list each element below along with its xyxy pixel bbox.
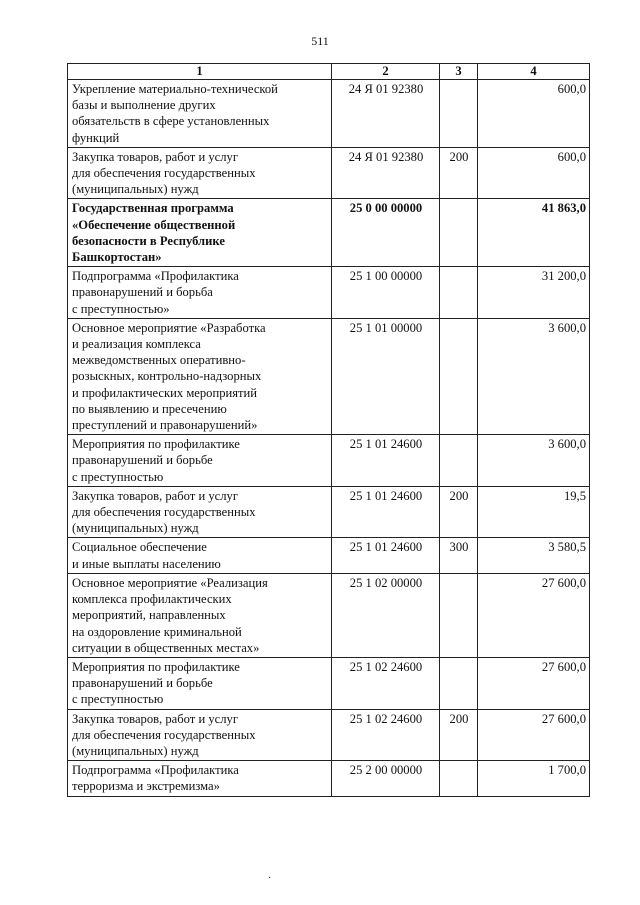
row-name-cell: Подпрограмма «Профилактика правонарушений и борьба с преступностью» — [68, 267, 332, 319]
row-type-cell — [440, 318, 478, 434]
row-name-cell: Мероприятия по профилактике правонарушений и борьбе с преступностью — [68, 435, 332, 487]
row-amount-cell: 31 200,0 — [478, 267, 590, 319]
table-row — [68, 80, 590, 148]
row-name-cell: Государственная программа «Обеспечение общественной безопасности в Республике Башкортостан» — [68, 199, 332, 267]
row-type-cell — [440, 657, 478, 709]
row-code-cell: 25 0 00 00000 — [332, 199, 440, 267]
table-row — [68, 573, 590, 657]
row-name-cell: Укрепление материально-технической базы и выполнение других обязательств в сфере установленных функций — [68, 80, 332, 148]
row-amount-cell: 3 600,0 — [478, 318, 590, 434]
row-type-cell — [440, 435, 478, 487]
table-row — [68, 147, 590, 199]
row-type-cell — [440, 573, 478, 657]
row-name-cell: Мероприятия по профилактике правонарушений и борьбе с преступностью — [68, 657, 332, 709]
row-type-cell — [440, 199, 478, 267]
table-row — [68, 267, 590, 319]
row-type-cell: 200 — [440, 147, 478, 199]
row-code-cell: 25 1 01 24600 — [332, 486, 440, 538]
row-name-cell: Социальное обеспечение и иные выплаты населению — [68, 538, 332, 573]
row-type-cell — [440, 267, 478, 319]
table-row — [68, 761, 590, 796]
row-name-cell: Подпрограмма «Профилактика терроризма и экстремизма» — [68, 761, 332, 796]
row-amount-cell: 41 863,0 — [478, 199, 590, 267]
row-amount-cell: 27 600,0 — [478, 657, 590, 709]
row-code-cell: 25 1 02 24600 — [332, 657, 440, 709]
table-row — [68, 538, 590, 573]
row-name-cell: Закупка товаров, работ и услуг для обеспечения государственных (муниципальных) нужд — [68, 486, 332, 538]
page-number: 511 — [311, 34, 329, 48]
row-amount-cell: 3 600,0 — [478, 435, 590, 487]
row-name-cell: Закупка товаров, работ и услуг для обеспечения государственных (муниципальных) нужд — [68, 709, 332, 761]
row-code-cell: 25 2 00 00000 — [332, 761, 440, 796]
table-header-row — [68, 64, 590, 80]
header-cell-3: 3 — [440, 64, 478, 80]
table-row — [68, 435, 590, 487]
row-amount-cell: 27 600,0 — [478, 709, 590, 761]
table-row — [68, 318, 590, 434]
header-cell-2: 2 — [332, 64, 440, 80]
row-type-cell — [440, 761, 478, 796]
row-name-cell: Закупка товаров, работ и услуг для обеспечения государственных (муниципальных) нужд — [68, 147, 332, 199]
row-name-cell: Основное мероприятие «Разработка и реализация комплекса межведомственных оперативно- розыскных, контрольно-надзорных и профилактических мероприятий по выявлению и пресечению преступлений и правонарушений» — [68, 318, 332, 434]
row-amount-cell: 3 580,5 — [478, 538, 590, 573]
row-amount-cell: 19,5 — [478, 486, 590, 538]
row-code-cell: 25 1 01 24600 — [332, 538, 440, 573]
row-type-cell: 200 — [440, 486, 478, 538]
row-amount-cell: 1 700,0 — [478, 761, 590, 796]
row-code-cell: 25 1 02 24600 — [332, 709, 440, 761]
row-name-cell: Основное мероприятие «Реализация комплекса профилактических мероприятий, направленных на оздоровление криминальной ситуации в общественных местах» — [68, 573, 332, 657]
row-type-cell: 300 — [440, 538, 478, 573]
row-code-cell: 25 1 01 00000 — [332, 318, 440, 434]
row-code-cell: 24 Я 01 92380 — [332, 80, 440, 148]
table-row — [68, 199, 590, 267]
table-row — [68, 709, 590, 761]
header-cell-4: 4 — [478, 64, 590, 80]
table-row — [68, 657, 590, 709]
row-code-cell: 25 1 00 00000 — [332, 267, 440, 319]
table-body — [68, 80, 590, 797]
footer-mark: · — [268, 873, 272, 884]
row-type-cell — [440, 80, 478, 148]
row-code-cell: 25 1 01 24600 — [332, 435, 440, 487]
budget-table — [67, 63, 590, 797]
row-code-cell: 25 1 02 00000 — [332, 573, 440, 657]
header-cell-1: 1 — [68, 64, 332, 80]
row-amount-cell: 27 600,0 — [478, 573, 590, 657]
row-code-cell: 24 Я 01 92380 — [332, 147, 440, 199]
table-row — [68, 486, 590, 538]
row-type-cell: 200 — [440, 709, 478, 761]
row-amount-cell: 600,0 — [478, 147, 590, 199]
row-amount-cell: 600,0 — [478, 80, 590, 148]
